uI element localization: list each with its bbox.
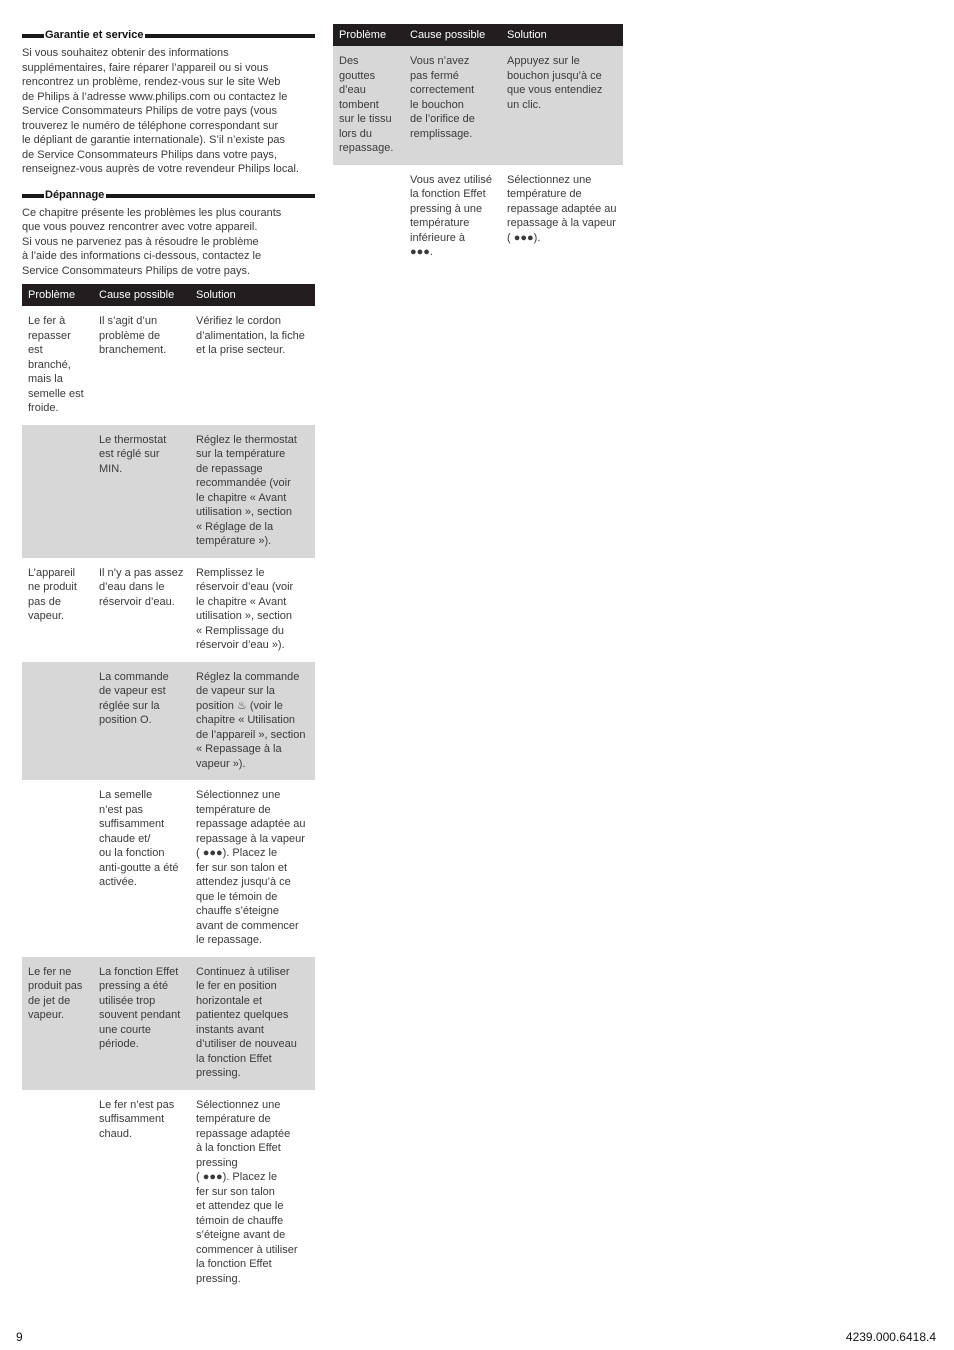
table-row <box>22 780 315 957</box>
cause-cell: La commande de vapeur est réglée sur la position O. <box>93 662 190 781</box>
solution-cell: Remplissez le réservoir d’eau (voir le chapitre « Avant utilisation », section « Remplissage du réservoir d’eau »). <box>190 558 315 662</box>
table-row <box>22 306 315 425</box>
cause-cell: Le fer n’est pas suffisamment chaud. <box>93 1090 190 1296</box>
problem-cell <box>22 1090 93 1296</box>
header-cause: Cause possible <box>404 24 501 46</box>
header-probleme: Problème <box>22 284 93 306</box>
cause-cell: Il s’agit d’un problème de branchement. <box>93 306 190 425</box>
solution-cell: Réglez la commande de vapeur sur la position ♨ (voir le chapitre « Utilisation de l’appareil », section « Repassage à la vapeur »). <box>190 662 315 781</box>
table-row <box>333 165 623 269</box>
table-header-row <box>22 284 315 306</box>
document-code: 4239.000.6418.4 <box>845 1330 936 1344</box>
table-row <box>22 425 315 558</box>
table-row <box>22 1090 315 1296</box>
garantie-text: Si vous souhaitez obtenir des informations supplémentaires, faire réparer l’appareil ou si vous rencontrez un problème, rendez-vous sur le site Web de Philips à l’adresse www.philips.com ou contactez le Service Consommateurs Philips de votre pays (vous trouverez le numéro de téléphone correspondant sur le dépliant de garantie internationale). S’il n’existe pas de Service Consommateurs Philips dans votre pays, renseignez-vous auprès de votre revendeur Philips local. <box>22 47 299 175</box>
table-row <box>22 662 315 781</box>
garantie-heading <box>22 27 315 43</box>
table-row <box>22 957 315 1090</box>
problem-cell <box>22 662 93 781</box>
solution-cell: Vérifiez le cordon d’alimentation, la fiche et la prise secteur. <box>190 306 315 425</box>
header-probleme: Problème <box>333 24 404 46</box>
problem-cell <box>22 425 93 558</box>
header-solution: Solution <box>501 24 623 46</box>
cause-cell: Il n’y a pas assez d’eau dans le réservoir d’eau. <box>93 558 190 662</box>
table-row <box>22 558 315 662</box>
solution-cell: Sélectionnez une température de repassage adaptée au repassage à la vapeur ( ●●●). Placez le fer sur son talon et attendez jusqu’à ce que le témoin de chauffe s’éteigne avant de commencer le repassage. <box>190 780 315 957</box>
solution-cell: Sélectionnez une température de repassage adaptée au repassage à la vapeur ( ●●●). <box>501 165 623 269</box>
cause-cell: La fonction Effet pressing a été utilisée trop souvent pendant une courte période. <box>93 957 190 1090</box>
cause-cell: Vous n’avez pas fermé correctement le bouchon de l’orifice de remplissage. <box>404 46 501 165</box>
troubleshooting-table-left <box>22 284 315 1295</box>
cause-cell: Vous avez utilisé la fonction Effet pressing à une température inférieure à ●●●. <box>404 165 501 269</box>
troubleshooting-table-right <box>333 24 623 269</box>
solution-cell: Réglez le thermostat sur la température de repassage recommandée (voir le chapitre « Avant utilisation », section « Réglage de la température »). <box>190 425 315 558</box>
depannage-heading <box>22 187 315 203</box>
problem-cell: Le fer à repasser est branché, mais la semelle est froide. <box>22 306 93 425</box>
problem-cell: L’appareil ne produit pas de vapeur. <box>22 558 93 662</box>
cause-cell: La semelle n’est pas suffisamment chaude et/ ou la fonction anti-goutte a été activée. <box>93 780 190 957</box>
problem-cell: Des gouttes d’eau tombent sur le tissu lors du repassage. <box>333 46 404 165</box>
solution-cell: Sélectionnez une température de repassage adaptée à la fonction Effet pressing ( ●●●). Placez le fer sur son talon et attendez que le témoin de chauffe s’éteigne avant de commencer à utiliser la fonction Effet pressing. <box>190 1090 315 1296</box>
depannage-title: Dépannage <box>45 188 105 201</box>
left-column <box>22 0 315 1295</box>
garantie-title: Garantie et service <box>45 29 144 41</box>
header-cause: Cause possible <box>93 284 190 306</box>
table-header-row <box>333 24 623 46</box>
solution-cell: Continuez à utiliser le fer en position horizontale et patientez quelques instants avant d’utiliser de nouveau la fonction Effet pressing. <box>190 957 315 1090</box>
problem-cell <box>22 780 93 957</box>
problem-cell: Le fer ne produit pas de jet de vapeur. <box>22 957 93 1090</box>
header-solution: Solution <box>190 284 315 306</box>
table-row <box>333 46 623 165</box>
right-column <box>333 0 623 269</box>
cause-cell: Le thermostat est réglé sur MIN. <box>93 425 190 558</box>
solution-cell: Appuyez sur le bouchon jusqu’à ce que vous entendiez un clic. <box>501 46 623 165</box>
depannage-text: Ce chapitre présente les problèmes les plus courants que vous pouvez rencontrer avec votre appareil. Si vous ne parvenez pas à résoudre le problème à l’aide des informations ci-dessous, contactez le Service Consommateurs Philips de votre pays. <box>22 206 282 277</box>
problem-cell <box>333 165 404 269</box>
page-number: 9 <box>16 1330 23 1344</box>
